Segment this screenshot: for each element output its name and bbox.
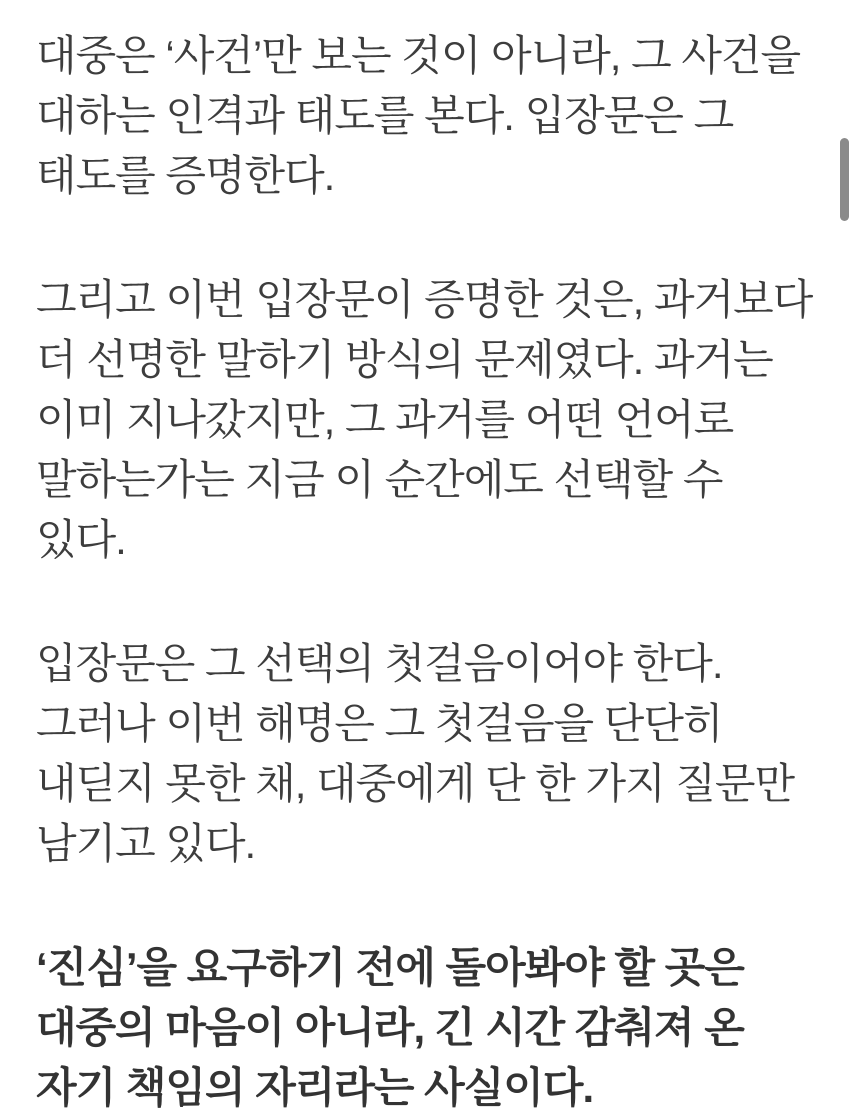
paragraph-1: 대중은 ‘사건’만 보는 것이 아니라, 그 사건을 대하는 인격과 태도를 본다. 입장문은 그 태도를 증명한다. (36, 32, 801, 199)
scrollbar-thumb[interactable] (840, 138, 849, 221)
paragraph-2: 그리고 이번 입장문이 증명한 것은, 과거보다 더 선명한 말하기 방식의 문제였다. 과거는 이미 지나갔지만, 그 과거를 어떤 언어로 말하는가는 지금 이 순간에도 선택할 수 있다. (36, 276, 813, 563)
paragraph-3: 입장문은 그 선택의 첫걸음이어야 한다. 그러나 이번 해명은 그 첫걸음을 단단히 내딛지 못한 채, 대중에게 단 한 가지 질문만 남기고 있다. (36, 640, 795, 867)
scrollbar-track[interactable] (838, 0, 854, 959)
paragraph-4-emphasis: ‘진심’을 요구하기 전에 돌아봐야 할 곳은 대중의 마음이 아니라, 긴 시간 감춰져 온 자기 책임의 자리라는 사실이다. (36, 944, 744, 1111)
